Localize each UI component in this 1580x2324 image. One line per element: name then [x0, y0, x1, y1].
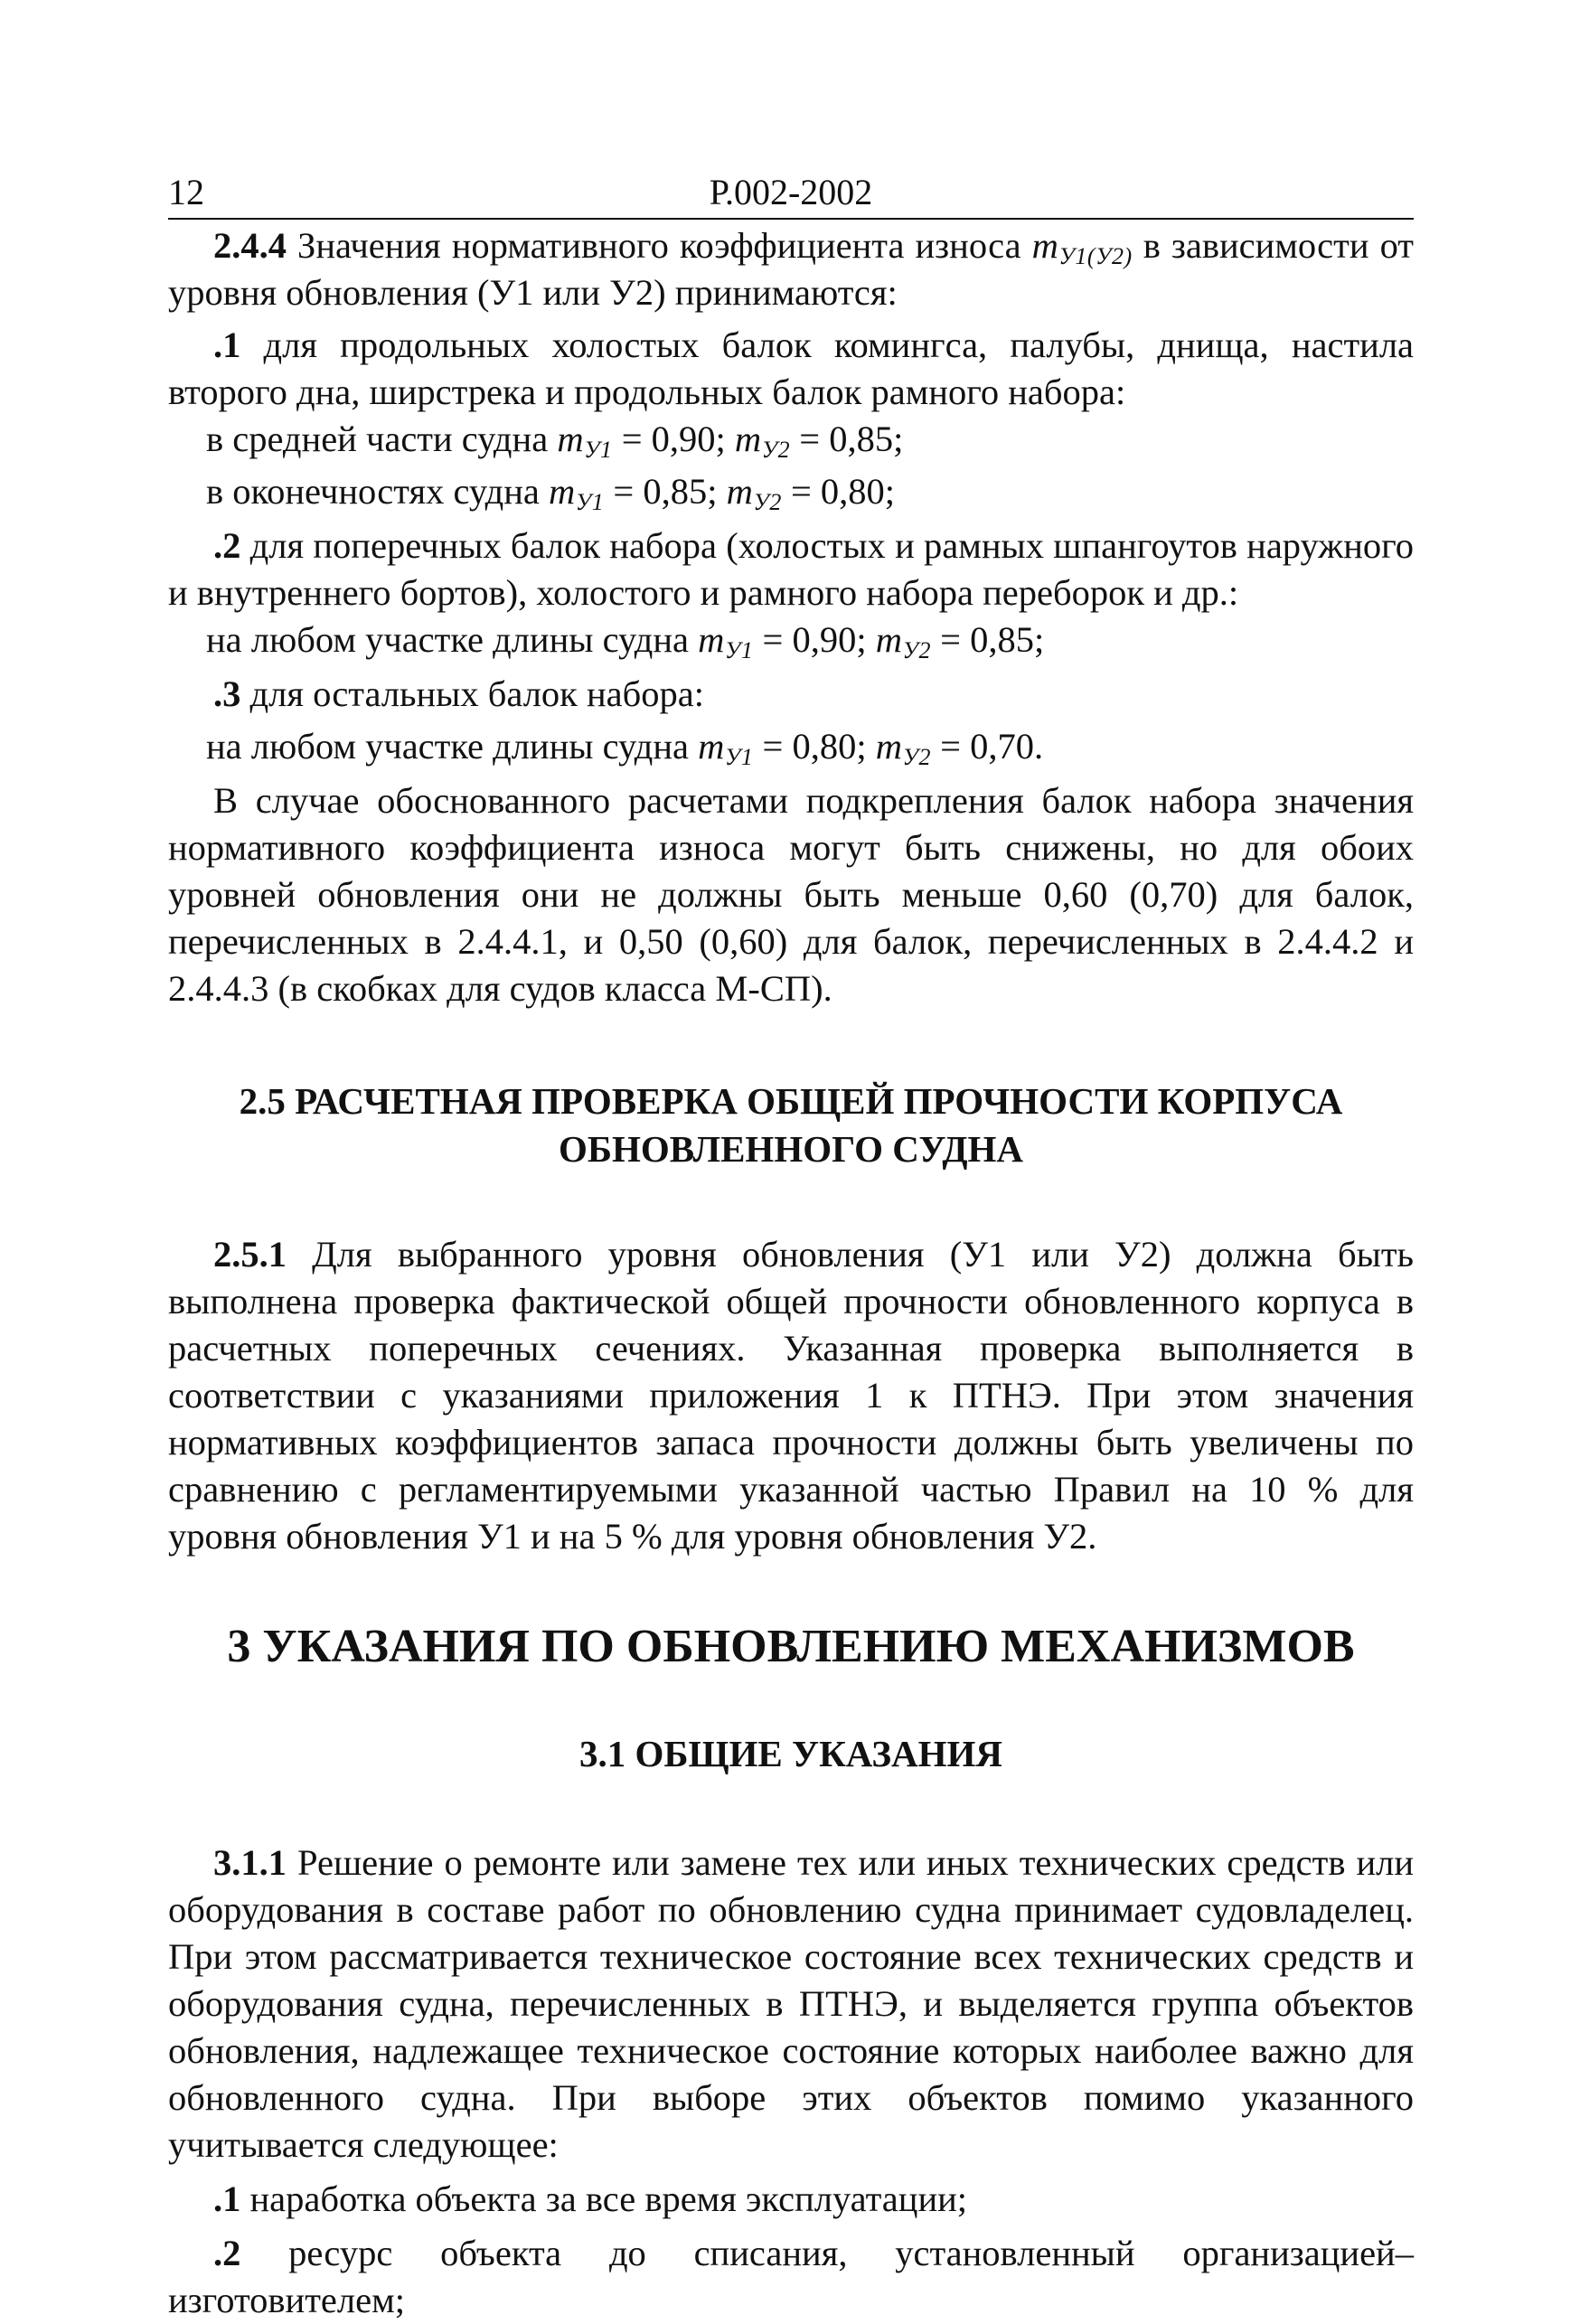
item-text: ресурс объекта до списания, установленный организацией–изготовителем;	[168, 2233, 1414, 2320]
clause-text: Решение о ремонте или замене тех или иных технических средств или оборудования в составе работ по обновлению судна принимает судовладелец. При этом рассматривается техническое состояние всех технических средств и оборудования судна, перечисленных в ПТНЭ, и выделяется группа объектов обновления, надлежащее техническое состояние которых наиболее важно для обновленного судна. При выборе этих объектов помимо указанного учитывается следующее:	[168, 1842, 1414, 2165]
clause-number: 2.4.4	[213, 225, 287, 266]
paragraph-3-1-1	[168, 1839, 1414, 2169]
value-line-item3: на любом участке длины судна $m_{У1} = 0,80$; $m_{У2} = 0,70$.	[206, 726, 1044, 770]
clause-number: 2.5.1	[213, 1234, 287, 1275]
formula-m: $m_{У2}$	[875, 726, 931, 770]
item-number: .2	[213, 525, 241, 566]
formula-m: $m_{У2}$	[726, 471, 782, 515]
item-number: .2	[213, 2233, 241, 2273]
item-text: для продольных холостых балок комингса, палубы, днища, настила второго дна, ширстрека и продольных балок рамного набора:	[168, 325, 1414, 412]
formula-m: $m_{У1}$	[557, 419, 613, 463]
section-title-3-1: 3.1 ОБЩИЕ УКАЗАНИЯ	[578, 1733, 1003, 1774]
chapter-title-3: 3 УКАЗАНИЯ ПО ОБНОВЛЕНИЮ МЕХАНИЗМОВ	[227, 1621, 1355, 1672]
item-number: .1	[213, 325, 241, 365]
document-code: Р.002-2002	[709, 172, 873, 212]
item-3-1-1-1	[168, 2176, 1414, 2223]
section-title-line: 2.5 РАСЧЕТНАЯ ПРОВЕРКА ОБЩЕЙ ПРОЧНОСТИ КОРПУСА	[239, 1080, 1343, 1122]
item-2-4-4-3	[168, 671, 1414, 718]
clause-number: 3.1.1	[213, 1842, 287, 1883]
section-title-line: ОБНОВЛЕННОГО СУДНА	[558, 1128, 1024, 1170]
clause-text: Для выбранного уровня обновления (У1 или У2) должна быть выполнена проверка фактической общей прочности обновленного корпуса в расчетных поперечных сечениях. Указанная проверка выполняется в соответствии с указаниями приложения 1 к ПТНЭ. При этом значения нормативных коэффициентов запаса прочности должны быть увеличены по сравнению с регламентируемыми указанной частью Правил на 10 % для уровня обновления У1 и на 5 % для уровня обновления У2.	[168, 1234, 1414, 1557]
formula-m: $m_{У1}$	[698, 726, 754, 770]
clause-text: Значения нормативного коэффициента износа	[287, 225, 1032, 266]
formula-m: $m_{У2}$	[875, 619, 931, 663]
formula-m: $m_{У1}$	[698, 619, 754, 663]
page-content	[168, 222, 1414, 2324]
item-text: для поперечных балок набора (холостых и рамных шпангоутов наружного и внутреннего бортов), холостого и рамного набора переборок и др.:	[168, 525, 1414, 613]
item-3-1-1-2	[168, 2230, 1414, 2324]
section-title-2-5	[168, 1077, 1414, 1173]
value-line-ends: в оконечностях судна $m_{У1} = 0,85$; $m_{У2} = 0,80$;	[206, 471, 896, 515]
item-text: наработка объекта за все время эксплуатации;	[240, 2178, 968, 2219]
page-number: 12	[168, 172, 204, 212]
formula-m: $m_{У2}$	[734, 419, 791, 463]
paragraph-2-4-4	[168, 222, 1414, 316]
formula-m: $m_{У1(У2)}$	[1031, 225, 1133, 269]
item-number: .3	[213, 673, 241, 714]
paragraph-closing: В случае обоснованного расчетами подкрепления балок набора значения нормативного коэффициента износа могут быть снижены, но для обоих уровней обновления они не должны быть меньше 0,60 (0,70) для балок, перечисленных в 2.4.4.1, и 0,50 (0,60) для балок, перечисленных в 2.4.4.2 и 2.4.4.3 (в скобках для судов класса М-СП).	[168, 780, 1414, 1009]
paragraph-2-5-1	[168, 1231, 1414, 1560]
formula-m: $m_{У1}$	[548, 471, 605, 515]
header-rule	[168, 218, 1414, 220]
value-line-midship: в средней части судна $m_{У1} = 0,90$; $m_{У2} = 0,85$;	[206, 419, 904, 463]
item-2-4-4-1	[168, 322, 1414, 416]
page-header	[168, 170, 1414, 215]
clause-text: в зависимости от уровня обновления (У1 или У2) принимаются:	[168, 225, 1414, 313]
value-line-item2: на любом участке длины судна $m_{У1} = 0,90$; $m_{У2} = 0,85$;	[206, 619, 1045, 663]
item-text: для остальных балок набора:	[240, 673, 704, 714]
item-2-4-4-2	[168, 522, 1414, 616]
item-number: .1	[213, 2178, 241, 2219]
